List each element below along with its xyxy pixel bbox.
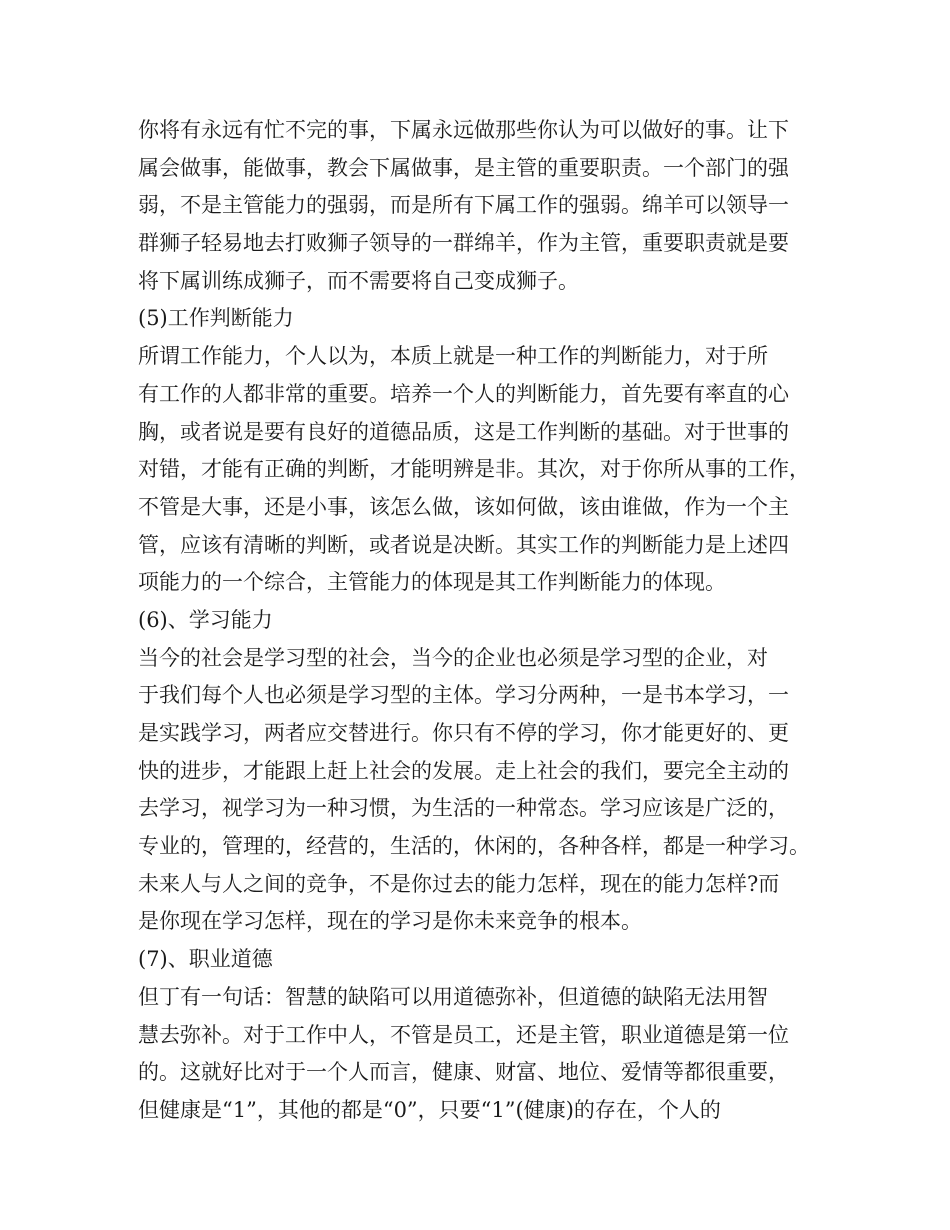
section-heading: (6)、学习能力 <box>138 607 273 632</box>
text-line: 专业的，管理的，经营的，生活的，休闲的，各种各样，都是一种学习。 <box>138 834 810 859</box>
text-line: 项能力的一个综合，主管能力的体现是其工作判断能力的体现。 <box>138 570 726 595</box>
text-line: 将下属训练成狮子，而不需要将自己变成狮子。 <box>138 268 579 293</box>
text-line: 有工作的人都非常的重要。培养一个人的判断能力，首先要有率直的心 <box>138 381 789 406</box>
text-line: 快的进步，才能跟上赶上社会的发展。走上社会的我们，要完全主动的 <box>138 758 789 783</box>
text-line: 你将有永远有忙不完的事，下属永远做那些你认为可以做好的事。让下 <box>138 118 789 142</box>
text-line: 胸，或者说是要有良好的道德品质，这是工作判断的基础。对于世事的 <box>138 419 789 444</box>
text-line: 去学习，视学习为一种习惯，为生活的一种常态。学习应该是广泛的， <box>138 796 789 821</box>
text-line: 群狮子轻易地去打败狮子领导的一群绵羊，作为主管，重要职责就是要 <box>138 231 789 256</box>
text-line: 是你现在学习怎样，现在的学习是你未来竞争的根本。 <box>138 909 642 934</box>
text-line: 管，应该有清晰的判断，或者说是决断。其实工作的判断能力是上述四 <box>138 532 789 557</box>
text-line: 不管是大事，还是小事，该怎么做，该如何做，该由谁做，作为一个主 <box>138 494 789 519</box>
text-line: 当今的社会是学习型的社会，当今的企业也必须是学习型的企业，对 <box>138 645 768 670</box>
text-line: 但丁有一句话：智慧的缺陷可以用道德弥补，但道德的缺陷无法用智 <box>138 984 768 1009</box>
section-heading: (5)工作判断能力 <box>138 306 294 331</box>
text-line: 的。这就好比对于一个人而言，健康、财富、地位、爱情等都很重要， <box>138 1060 789 1085</box>
text-line: 所谓工作能力，个人以为，本质上就是一种工作的判断能力，对于所 <box>138 344 768 369</box>
text-line: 慧去弥补。对于工作中人，不管是员工，还是主管，职业道德是第一位 <box>138 1022 789 1047</box>
text-line: 属会做事，能做事，教会下属做事，是主管的重要职责。一个部门的强 <box>138 155 789 180</box>
text-line: 是实践学习，两者应交替进行。你只有不停的学习，你才能更好的、更 <box>138 721 789 745</box>
text-line: 弱，不是主管能力的强弱，而是所有下属工作的强弱。绵羊可以领导一 <box>138 193 789 218</box>
section-heading: (7)、职业道德 <box>138 947 273 972</box>
text-line: 对错，才能有正确的判断，才能明辨是非。其次，对于你所从事的工作， <box>138 457 810 482</box>
text-line: 但健康是“1”，其他的都是“0”，只要“1”(健康)的存在，个人的 <box>138 1097 721 1122</box>
text-line: 于我们每个人也必须是学习型的主体。学习分两种，一是书本学习，一 <box>138 683 789 708</box>
document-body <box>138 112 828 1130</box>
text-line: 未来人与人之间的竞争，不是你过去的能力怎样，现在的能力怎样?而 <box>138 871 780 896</box>
